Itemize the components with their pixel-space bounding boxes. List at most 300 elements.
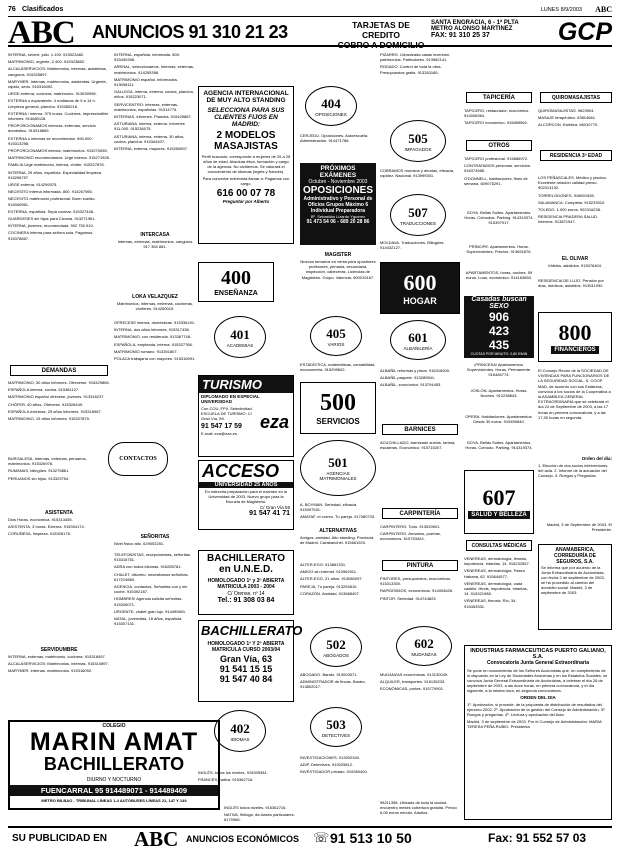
industrias-body: Se pone en conocimiento de los Señores Accionistas que, en cumplimiento de lo dispuesto en la Ley de Sociedades Anónimas y en los Estatutos Sociales, se convoca Junta General Extraordinaria de Accionistas, a celebrar el día 26 de septiembre de 2003, a las doce horas, en primera convocatoria, y el día siguiente, a la misma hora, en segunda convocatoria. [467,668,608,693]
section-label: HOGAR [403,296,437,306]
bach1-phone: Tel.: 91 308 03 84 [217,597,275,604]
listing: CORUÑESA, limpieza. 915328178. [8,531,71,537]
footer-middle: ANUNCIOS ECONÓMICOS [186,834,300,844]
barnices-text: ACUCHILLADO, barnizado suelos, tarima, escaleras. Económico. 915715207. [380,440,456,451]
bach2-address: Gran Vía, 63 [219,654,273,664]
listing: MATRIMONIO recomendamos. Urge interna. 915271928. [8,155,110,161]
listing: NECESITO matrimonio profesional. Buen sueldo. 918340961. [8,196,96,207]
banner-title: ANUNCIOS 91 310 21 23 [92,22,288,42]
school-name: MARIN AMAT [29,728,199,756]
industrias-subtitle: Convocatoria Junta General Extraordinaria [487,660,589,666]
listing: OFRECESE interna, domésticas. 915336191. [114,320,196,325]
section-401 [214,316,266,358]
bach2-phone2: 91 547 40 84 [219,674,273,684]
section-600 [380,262,460,314]
section-405 [310,316,362,356]
bach1-sub: HOMOLOGADO 1º y 2º ABIERTA MATRICULA 2003 - 2004 [207,578,285,590]
listing: COCINERA interna para señora sola. Pagamos. 915378867. [8,230,94,241]
turismo-sub: DIPLOMADO EN ESPECIAL UNIVERSIDAD [201,394,260,404]
agency-title: AGENCIA INTERNACIONAL DE MUY ALTO STANDING [203,90,289,104]
listing: MARYMER, internas, matrimonios. 915316092. [8,668,93,674]
listing: ASTURIANA, interna, externa, 30 años, cocina, plancha. 915344407. [114,133,185,144]
section-number: 602 [414,635,434,651]
section-601 [390,320,446,360]
listing: EXTERNA o equivalente. 4 mañanas de 9 a 14 h. Limpieza general, plancha. 915365218. [8,98,96,109]
listing: TAPICERO económico. 915869562. [464,120,528,126]
header-brand: ABC [595,5,612,14]
carpinteria-list [380,524,460,554]
listing: URGE externa, cocinera, matrimonio. 913630998. [8,91,97,97]
abogados-list [300,672,376,694]
bach1-title: BACHILLERATO en U.N.E.D. [207,553,285,575]
anam-box [538,544,612,630]
industrias-notice [464,645,612,820]
section-label: ENSEÑANZA [214,290,258,297]
opos-addr: Bº. Sebastián Lizardo Yguerez [310,214,366,219]
listing: VENEREAS, fimosis. Rio, 34. 915453331. [464,598,517,609]
anam-body: Se informa que por acuerdo de la Junta Extraordinaria de Accionistas, con fecha 2 de septiembre de 2003, se ha procedido al cambio del domicilio social. Madrid, 3 de septiembre de 2003. [541,565,605,595]
listing: RAPIDÍSIMOS, económicos. 914004626. [380,588,454,594]
section-number: 500 [320,390,356,416]
opos-sub: Administrativo y Personal de Oficios Grupos Máximo 6 Individual Preparadora [303,196,373,214]
listing: ALTER-EGO, 21 años. 913080097. [300,576,363,582]
princesa-text: ¡PRINCESA! Apartamentos. Supervivientes. Horas. Permanente. 916484774. [466,362,532,378]
servidumbre-title: SERVIDUMBRE [40,647,78,653]
traducciones-text: MOLDAVA. Traducciones. Bilingües. 914432127. [380,240,445,251]
address-line2: METRO ALONSO MARTINEZ [431,26,513,32]
casadas-phone1: 906 [488,310,510,324]
listing: BURGALESA. Internas, externas, peruanos, matrimonios. 915326978. [8,456,87,467]
page-number: 76 [8,6,16,13]
listing: ARENAL, seleccionamos. Internas, externas, matrimonios. 914255398. [114,64,195,75]
quiromasaje-title: QUIROMASAJISTAS [540,92,612,103]
industrias-title: INDUSTRIAS FARMACEUTICAS PUERTO GALIANO, S.A. [470,648,606,660]
issue-date: LUNES 8/9/2003 [540,7,582,13]
estadistica-text: ESTADÍSTICA, matemáticas, contabilidad, econometría. 915299602. [300,362,376,373]
agency-ad [198,86,294,244]
tarjetas-line1: TARJETAS DE CREDITO [352,20,410,40]
bach2-title: BACHILLERATO [201,623,303,638]
listing: FAMILIA Urge matrimonio, interna, chófer. 915327878. [8,162,105,168]
listing: ALTER-EGO. 913861331. [300,562,347,567]
bach2-sub: HOMOLOGADO 1º Y 2º ABIERTA MATRICULA CURSO 2003/04 [207,641,285,653]
bach2-phone1: 91 541 15 15 [219,664,273,674]
listing: RUMANAS, bilingües. 913275861. [8,468,70,474]
listing: PROPORCIONAMOS interna, matrimonios. 915270055. [8,148,108,154]
opos-head: PRÓXIMOS EXÁMENES [319,165,357,179]
magister-text: Nuevos temarios en venta para opositores profesores, primaria, secundaria, inspección, cabeceras, Licencias de Magisterio. Grupo. Valencia, 900010167. [300,259,376,280]
contactos-list [8,456,106,486]
section-label: SERVICIOS [316,417,360,426]
listing: SERVICENTRO: Internas, externas, matrimonios, españolas. 91314775. [114,101,179,112]
section-402 [214,710,266,752]
notice-sign: Madrid, 3 de Septiembre de 2003. El Presidente. [546,522,612,533]
tarjetas-block [333,20,429,50]
section-507 [390,194,446,236]
section-500 [300,382,376,434]
section-404 [305,86,357,126]
industrias-orden: 1º. Aprobación, si procede, de la propuesta de distribución de resultados del ejercicio 2002. 2º. Aprobación de la gestión del Consejo de Administración. 3º. Ruegos y preguntas. 4º. Lectura y aprobación del Acta. [467,702,606,717]
tarjetas-line2: COBRO A DOMICILIO [337,40,425,50]
apartamentos-text: APARTAMENTOS, horas, noches. 59 euros. Loan, económico. 914163853. [465,270,533,281]
acceso-ad [198,460,294,530]
cerjedu-text: CERJEDU. Oposiciones. Autoescuela. Administración. 914471786. [300,133,369,144]
turismo-title: TURISMO [199,376,293,393]
magister-title: MAGISTER [324,252,352,258]
listing: ABOGADO. Barato. 913003571. [300,672,358,677]
listing: CHÓFER, 40 años. Ofrécese. 915326449. [8,401,84,407]
bachillerato-uned-ad [198,550,294,615]
listing: TELEFONISTAS, recepcionistas, señoritas. 915316751. [114,552,192,563]
listing: MATRIMONIO español. Informados. 913098111. [114,76,179,88]
school-metro: METRO BILBAO - TRIBUNAL LÍNEAS 1-4 AUTOBUSES LÍNEAS 21, 147 Y 149 [41,798,187,803]
section-number: 405 [326,325,346,341]
section-number: 601 [408,329,428,345]
orden-title: Orden del día: [581,456,612,461]
consultas-title: CONSULTAS MÉDICAS [466,540,532,551]
section-number: 501 [328,455,348,470]
section-label: OPOSICIONES [315,111,347,117]
listing: CHALET, discreto, necesitamos señoritas. 617219883. [114,571,189,582]
listing: INVESTIGACIONES. 913002340. [300,755,361,760]
listing: FRANCÉS, nativa. 915362716. [198,777,254,783]
listing: POLACA trabajaría con mayores. 915316091. [114,356,196,362]
listing: VENEREAS, dermatología, cada castillo. Hinds, impotencia. Infantas, 14. 915321988. [464,580,528,597]
listing: INTERNA, española, informada, 800. 915430398. [114,52,181,63]
section-501 [300,440,376,496]
column-2-bottom [114,552,196,718]
section-number: 507 [408,204,428,220]
industrias-sign: Madrid, 3 de septiembre de 2003. Por el Consejo de Administración: MARIA TERESA PEÑA RUBIO, Presidenta [467,719,602,729]
listing: INTERNA, dos años informes, 915317438. [114,327,190,333]
section-number: 404 [321,95,341,111]
listing: MATRIMONIO rumano. 913351807. [114,348,178,354]
classifieds-banner [8,15,612,51]
address-block [431,20,551,46]
listing: CARPINTERO. Todo. 913519601. [380,524,441,529]
school-subtitle: DIURNO Y NOCTURNO [86,777,142,783]
listing: AMATAF, el correo. Tu pareja. 917080733. [300,514,376,520]
listing: ALCORCON. Estética. 66310770. [538,122,599,128]
listing: TOLEDO. 1.000 euros. 902316238. [538,207,602,213]
section-label: ABOGADOS [323,652,349,658]
school-small: COLEGIO [102,723,126,729]
footer-abc-logo: ABC [134,827,179,851]
listing: PINTOR. Seriedad. 914744823. [380,595,437,601]
casadas-ad [464,296,534,358]
section-number: CONTACTOS [119,456,157,462]
listing: MATRIMONIO español ofrécese, jóvenes. 913316237. [8,394,105,400]
bach1-info: C/ Orense, nº 14 [227,591,265,597]
casadas-phone2: 423 [488,324,510,338]
listing: ALBAÑIL paquete. 913289541. [380,375,436,381]
listing: ESPAÑOLA externas, 29 años informes. 915318967. [8,408,102,414]
listing: A. BOYMAN. Seriedad, eficacia. 915397531. [300,502,358,513]
section-label: AGENCIAS MATRIMONIALES [319,471,357,481]
acceso-eza-phone: 91 547 41 71 [249,510,290,517]
listing: ESPAÑOLA interna, cocina. 915381127. [8,387,80,393]
listing: INVESTIGADOR privado. 915350400. [300,769,368,775]
asistenta-list [8,517,110,557]
footer-fax: Fax: 91 552 57 03 [488,831,587,845]
marin-amat-ad [8,720,220,810]
listing: MUDANZAS económicas. 913130049. [380,672,449,677]
listing: CARPINTERO. Armarios, puertas, económicos. 619753424. [380,531,441,542]
agency-foot: Preguntar por Alberto [222,199,270,204]
section-number: 401 [230,326,250,342]
section-number: 607 [482,485,516,510]
anam-title: ANAMABERICA, CORREDURÍA DE SEGUROS, S.A. [553,547,597,565]
listing: INTERNA, 29 años, española. Especialidad limpieza. 915296757. [8,169,103,180]
school-phone: FUENCARRAL 95 914489071 - 914489409 [10,785,218,796]
quiromasaje-list [538,108,612,142]
agencias-list [300,502,376,524]
listing: HOMBRES! Agencia solicita señoritas. 915326071. [114,596,183,607]
listing: CORAZÓN. Amistad. 913668407. [300,590,360,596]
listing: GUARDESES sin hijos para Ciconia. 913271961. [8,216,96,222]
listing: EXTERNA / interna. 975 euros. Cocinera. Imprescindible informes. 914680118. [8,110,109,122]
casadas-phone3: 435 [488,338,510,352]
detectives-list [300,755,376,815]
section-name: Clasificados [22,6,64,13]
goya-text: GOYA. Bellas Suites. Apartamentos. Horas. Cómodos. Parking. 914319374. 915397917. [464,210,534,226]
section-number: 502 [326,636,346,652]
opos-phone: 91 473 54 06 - 689 20 28 86 [306,219,370,225]
el-olivar-text: Válidos, asistidos. 913076404. [547,263,603,268]
pintura-title: PINTURA [382,560,458,571]
joslon-text: JOSLON. Apartamentos. Horas. Noches. 912238843. [470,388,528,399]
acceso-sub: UNIVERSIDAD 25 AÑOS [199,482,293,488]
listing: MATRIMONIO, 30 años informes. Ofrecerse. 915329806. [8,380,110,385]
listing: O'DONNELL, habitaciones, fines de semana. 609075291. [464,175,528,186]
footer-left: SU PUBLICIDAD EN [12,833,108,844]
turismo-email: E-mail: eza@eza.es [201,431,237,436]
turismo-phone: 91 547 17 59 [201,423,242,430]
listing: TAPICERO profesional. 915866972. [464,156,529,161]
tapiceria-list [464,108,534,136]
agency-big: 2 MODELOS MASAJISTAS [214,130,278,152]
section-number: 600 [403,270,437,295]
casadas-foot: CUOTAS POR MINUTO: 0,89 €/MIN [470,352,528,356]
section-demandas: DEMANDAS [10,365,108,376]
turismo-ad [198,375,294,457]
section-label: VARIOS [327,341,345,347]
listing: QUIROMASAJISTAS. 9823904. [538,108,595,113]
senoritas-title: SEÑORITAS [140,534,170,540]
acceso-title: ACCESO [202,461,280,481]
listing: URGENTE, chalet gran lujo. 914490801. [114,608,187,614]
section-label: TRADUCCIONES [399,220,436,226]
bachillerato-gran-via-ad [198,620,303,702]
listing: VENEREAS, dermatología, fimosis, impotencia. Infantas, 14. 915232557. [464,556,530,567]
col5-bottom-text: 98211398. Ubicado de toda la ciudad, encuentro meses cobertura gratuita. Precio 6,06 euros minuto. Adultos. [380,800,457,816]
section-label: SALUD Y BELLEZA [468,511,529,519]
listing: ADRA con todos idiomas. 915285781. [114,564,182,570]
oposiciones-ad [300,163,376,245]
listing: ALQUILER, transportes. 916135233. [380,679,446,685]
listing: Dios Horas, económica. 915313455. [8,517,73,522]
goya2-text: GOYA. Bellas Suites. Apartamentos. Horas. Cómodo. Parking. 914319374. [465,440,533,451]
listing: INTERNA, sin/ext. julio. 1.100. 915323482. [8,52,85,57]
phone-icon: ☏ [313,830,330,845]
listing: MATRIMONIO, con residencia. 913367748. [114,334,192,340]
listing: MATRIMONIO, 15 años informes. 915327879. [8,416,90,422]
listing: URGE externa, 914299375. [8,182,58,188]
listing: EXTERNA o internas se recomiendan. 690.000. 915313298. [8,135,93,146]
listing: TAPICERO, restaurador, económico. 914006364. [464,108,530,119]
alter-list [300,562,376,622]
column-2-more [114,320,196,440]
principe-text: PRÍNCIPE. Apartamentos. Horas. Supervivientes. Precios. 913691876. [466,244,532,255]
listing: MASAJE terapéutico. 63814661. [538,115,597,121]
turismo-body: Con COU, FPII, Selectividad. ESCUELA DE TURISMO. C/ Gran Vía, 59. [201,406,253,421]
listing: INTERNAS, informes. Plancha. 915425887. [114,114,192,120]
listing: CONTRATAMOS personas, servicios. 916373985. [464,163,531,174]
listing: RESIDENCIA PRADERA SALUD. Internos. 913871947. [538,214,599,225]
eza-logo: eza [259,412,289,432]
listing: LOS PEÑASCALES. Médico y piscina. Excelente relación calidad precio. 902313132. [538,175,607,191]
section-number: 400 [221,267,251,289]
casadas-title: Casadas buscan SEXO [471,296,527,310]
industrias-orden-title: ORDEN DEL DIA [520,695,556,700]
listing: PROPORCIONAMOS internas, externas, servicio doméstico. 915318669. [8,123,96,134]
listing: RODADO. Control de toda la obra. Presupuestos gratis. 913263185. [380,64,442,75]
listing: PERUANOS sin hijos. 913329754. [8,475,70,481]
asistenta-title: ASISTENTA [45,510,73,516]
listing: ALBAÑIL reformas y pisos. 916318200. [380,368,451,373]
column-5-top [380,52,460,108]
acceso-body: En estrecha preparación para el examen en la Universidad de 2003. Nuevo grupo para la Escuela de Magisterio. [204,489,288,504]
listing: MARYMER. Internas, matrimonios, asistentas. Urgente, rápido, serio. 915316092. [8,78,107,90]
section-label: ALBAÑILERÍA [403,345,433,351]
listing: AGENCIA, contactos. Señoritas con y sin coche. 915392187. [114,584,188,595]
residencia-list [538,175,612,245]
section-505 [390,120,446,162]
listing: VENEREAS, dermatología. Paseo Habana, 62. 915644577. [464,568,525,579]
listing: ALCALÁSERVICIOS: Matrimonios, internas. 915310897. [8,661,109,667]
impagados-text: COBRAMOS morosos y deudas, eficacia, rapidez. Nacional. 913999301. [380,168,455,179]
listing: NATIVA, filóloga, da clases particulares. 6170966. [224,812,295,823]
listing: ALBAÑIL, económico. 913794453. [380,382,442,388]
footer-banner [8,826,612,851]
listing: ALCALÁSERVICIOS: Matrimonios, internas, asistentas, canguros. 915325897. [8,66,107,77]
section-number: 402 [230,720,250,736]
consultas-list [464,556,534,636]
senoritas-text: Nivel físico alto. 629053251. [114,541,165,546]
residencia-lujo-text: RESIDENCIA DE LUJO. Pensión por días, médicos, asistidos. 913511932. [538,278,604,289]
listing: ESPAÑOLA, empleada, interna. 915327768. [114,341,193,347]
address-line1: SANTA ENGRACIA, 6 - 1ª PLTA [431,20,519,26]
column-1 [8,52,110,354]
column-2 [114,52,196,222]
fax-line: FAX: 91 310 25 37 [431,32,490,39]
listing: PAREJA, Tu pareja. 913294810. [300,583,358,589]
listing: NATAL, jovencitas, 18 años, española. 915307131. [114,616,183,627]
gcp-logo: GCP [557,18,612,46]
agency-contact: Para concertar entrevista llamar a: Pagamos con cargo. [202,176,290,186]
listing: INGLÉS todos niveles. 915362716. [224,805,287,810]
section-label: MUDANZAS [411,651,437,657]
otros-list [464,156,534,206]
section-number: 503 [326,716,346,732]
intercasa-title: INTERCASA [140,232,170,238]
barnices-title: BARNICES [382,424,458,435]
section-label: DETECTIVES [321,732,351,738]
abc-logo: ABC [8,15,75,51]
tapiceria-title: TAPICERÍA [466,92,532,103]
acceso-eza-address: C/ Gran Vía 59 [259,505,290,510]
listing: INTERNA, externas, matrimonio, cocinera. 915318497. [8,654,106,659]
section-800 [538,312,612,362]
section-306-contactos [108,442,168,476]
section-number: 800 [558,320,592,345]
listing: PIZARRO. Urbanizada casas inversión, patrimonios. Particulares. 913982141. [380,52,451,63]
alternativas-title: ALTERNATIVAS [319,528,357,534]
pintura-list [380,576,460,616]
listing: GALLEGA, interna, externa, cocina, plancha, niños. 915223071. [114,89,194,100]
opos-dates: Octubre - Noviembre 2003 [308,179,368,185]
orden-text: 1. Elección de dos socios interventores del acta. 2. Informe de la actuación del Consejo. 3. Ruegos y Preguntas. [538,463,608,479]
mudanzas-list [380,672,460,712]
residencia-title: RESIDENCIA 3ª EDAD [540,150,612,161]
listing: PINTORES, presupuestos, económicos. 915313300. [380,576,452,587]
section-503 [310,707,362,747]
section-label: ACADEMIAS [226,342,254,348]
listing: ASTURIANA, interna, externa. Informes 911.000. 915236075. [114,121,185,132]
alternativas-text: Amigos, amistad. Alto standing. Provincia de Madrid. Carabanchel. 915661920. [300,535,374,546]
section-400 [198,262,274,302]
el-olivar-title: EL OLIVAR [561,256,589,262]
opera-text: OPERA. Habitaciones. Apartamentos. Desde 30 euros. 915490840. [465,414,533,425]
section-number: 505 [408,130,428,146]
intercasa-text: Internas, externas, matrimonios, canguros 917 354 881. [117,239,193,250]
section-label: IDIOMAS [230,736,250,742]
section-502 [310,627,362,667]
opos-title: OPOSICIONES [302,185,373,196]
listing: ADIP. Detectives. 913025812. [300,762,354,768]
demandas-list [8,380,110,448]
agency-tag: SELECCIONA PARA SUS CLIENTES FIJOS EN MADRID: [207,107,285,128]
listing: ADMINISTRADOR de fincas. Barato. 913802017. [300,679,366,690]
carpinteria-title: CARPINTERÍA [382,508,458,519]
otros-title: OTROS [466,140,532,151]
page-header [8,5,612,17]
col2-ingles [224,805,306,827]
listing: NECESITO interna informada. 800. 914267955. [8,189,93,195]
listing: EXTERNA, española. Sepa cocinar. 915327448. [8,208,95,214]
listing: SALAMANCA. Completa. 915233010. [538,199,606,205]
school-title: BACHILLERATO [43,754,185,774]
listing: INGLÉS, todos los niveles. 915305381. [198,770,268,775]
servidumbre-list [8,654,110,694]
listing: ECONÓMICAS, portes. 915779901. [380,686,445,692]
section-607 [464,470,534,534]
albanileria-list [380,368,460,414]
section-602 [396,626,452,666]
agency-body: Perfil buscado: corresponde a mujeres de 25 a 25 años de edad. Absoluta ética, formación y cargo de la agencia. No olvidemos. Se valorará el conocimiento de idiomas (inglés y francés). [201,154,291,174]
cooperativa-notice: El Consejo Rector de la SOCIEDAD DE VIVIENDAS PARA FUNCIONARIOS DE LA SEGURIDAD SOCIAL, S. COOP. MAD, de acuerdo con sus Estatutos, convoca a los socios de la Cooperativa a la ASAMBLEA GENERAL EXTRAORDINARIA que se celebrará el día 24 de Septiembre de 2003, a las 17 horas en primera convocatoria, y a las 17,30 horas en segunda. [538,368,611,420]
listing: TORRELODONES. 918501536. [538,192,595,198]
section-label: FINANCIEROS [551,346,598,354]
listing: AMIGO sin internet. 913962511. [300,569,358,575]
idiomas-list [198,770,294,800]
section-label: IMPAGADOS [404,146,432,152]
loka-text: Matrimonios, internas, externas, cocineras, chóferes. 914260015. [116,301,194,312]
footer-phone: 91 513 10 50 [330,830,412,846]
listing: MATRIMONIO, urgente, 2.400. 915323882. [8,59,86,65]
listing: INTERNA, jóvenes, recomendada. 902 750 910. [8,223,94,229]
listing: INTERNA, externa, mayores. 915250897. [114,146,189,152]
